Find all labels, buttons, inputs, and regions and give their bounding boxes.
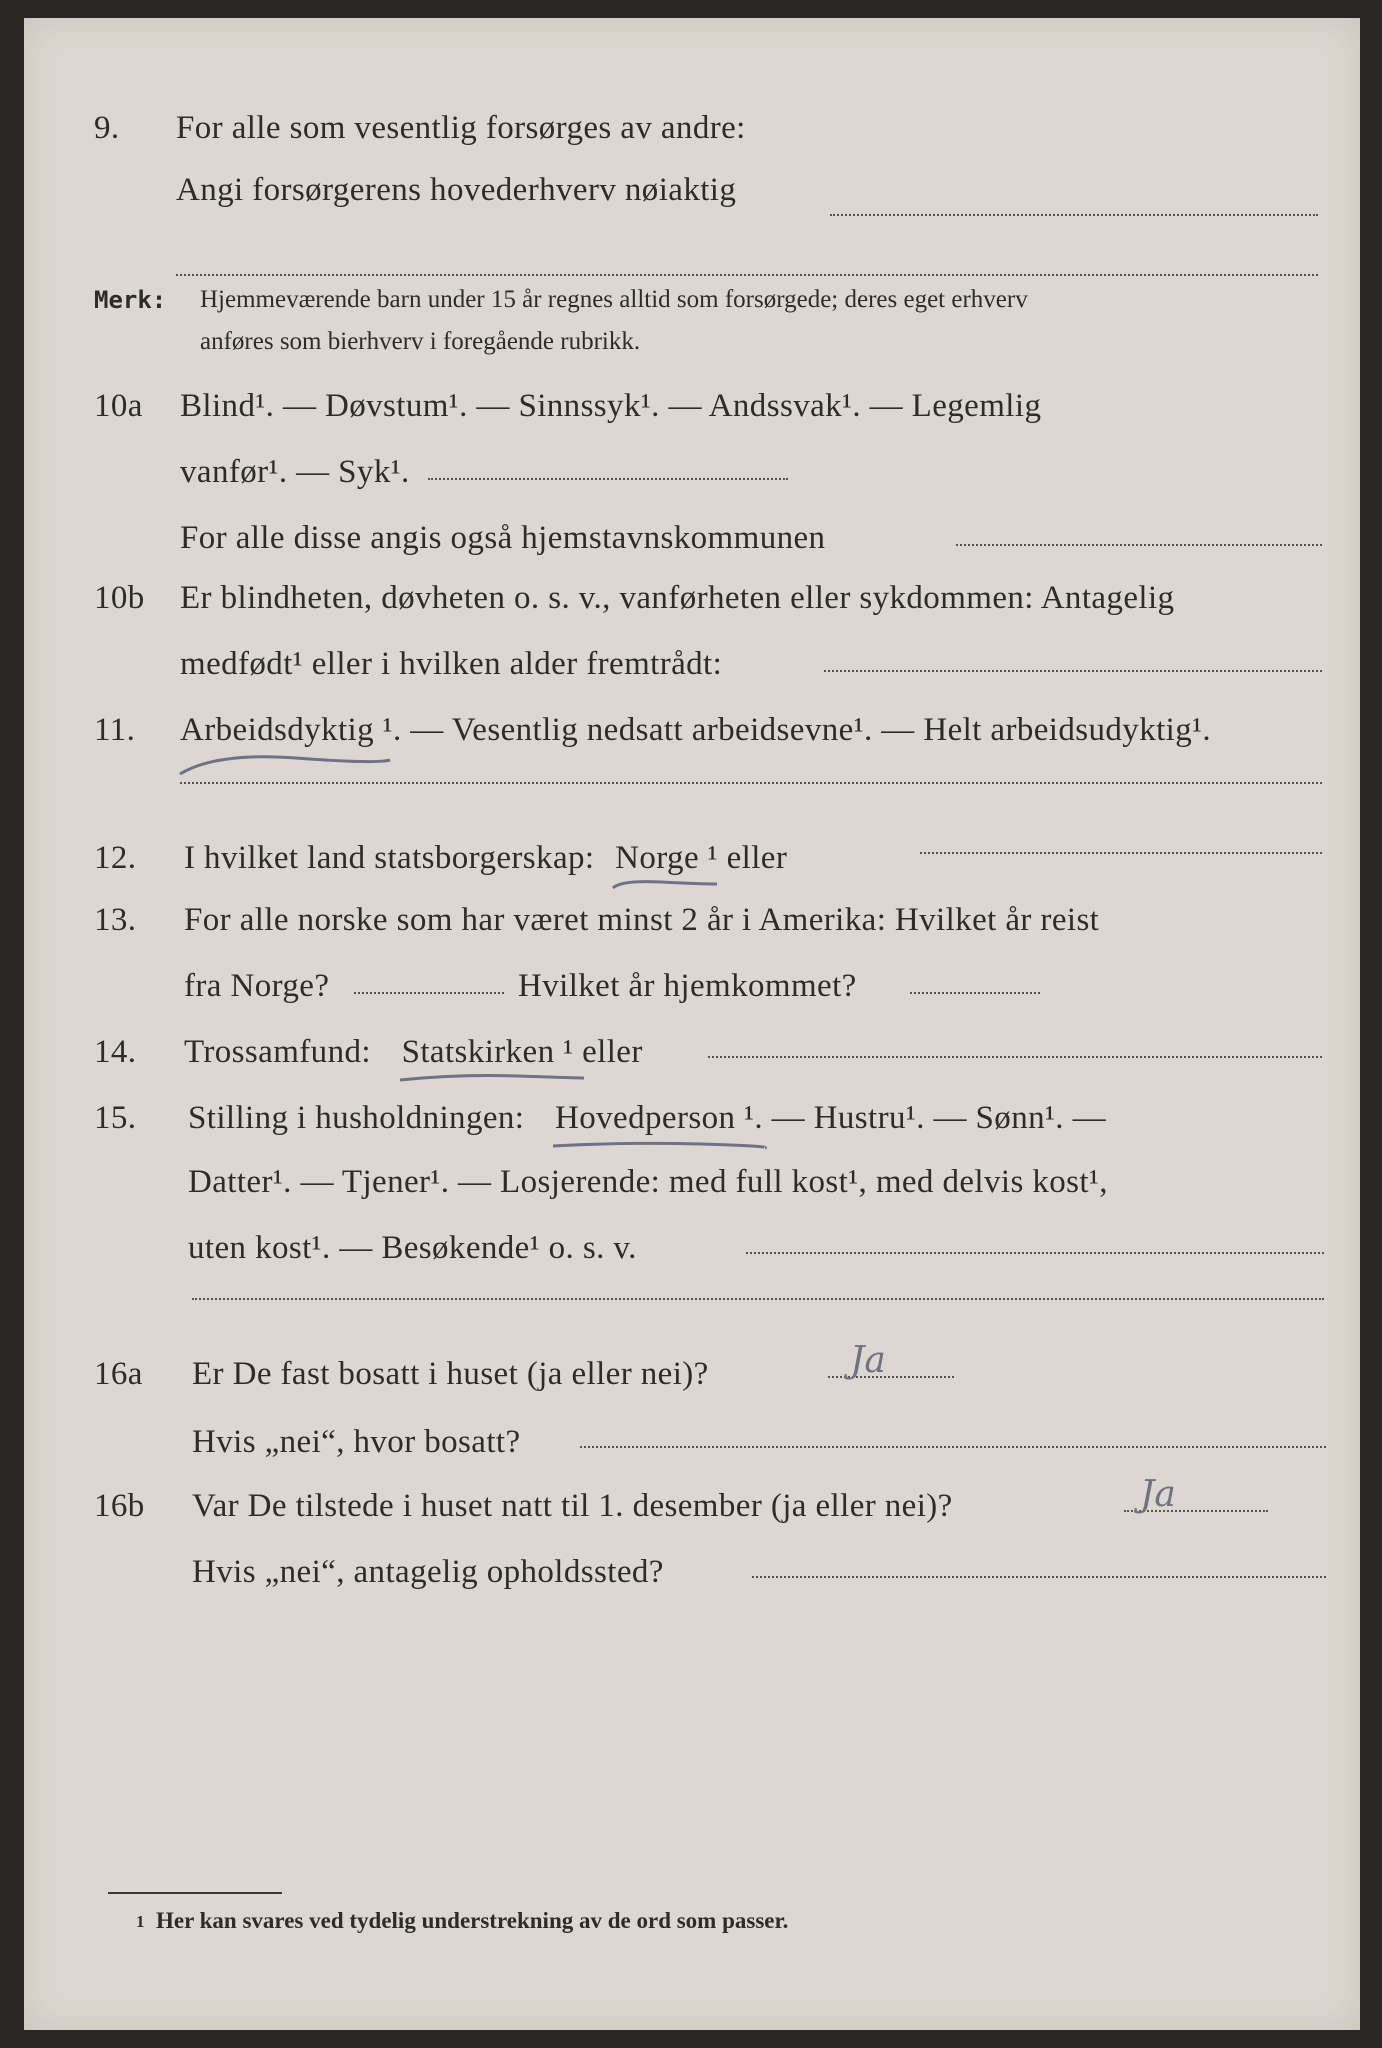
answer-line [580,1446,1326,1448]
answer-line [910,992,1040,994]
answer-line [824,670,1322,672]
pencil-underline-icon [551,1126,771,1166]
answer-line [752,1576,1326,1578]
question-text: Hvis „nei“, hvor bosatt? [192,1424,521,1460]
question-text: fra Norge? [184,968,330,1004]
footnote [136,1908,789,1934]
pencil-underline-icon [176,738,396,778]
question-text-pre: Stilling i husholdningen: [188,1100,525,1136]
answer-line [956,544,1322,546]
question-number: 10a [94,388,143,424]
note-merk [94,280,166,321]
question-number: 15. [94,1100,137,1136]
answer-line [428,478,788,480]
question-text: Hvilket år hjemkommet? [518,968,857,1004]
question-text: Blind¹. — Døvstum¹. — Sinnssyk¹. — Andssvak¹. — Legemlig [180,388,1042,424]
question-text: Angi forsørgerens hovederhverv nøiaktig [176,172,737,208]
answer-line [354,992,504,994]
question-text-pre: Trossamfund: [184,1034,371,1070]
underlined-answer [555,1100,744,1136]
question-text-post: ¹ eller [563,1034,643,1070]
answer-line [192,1298,1324,1300]
question-text: Hvis „nei“, antagelig opholdssted? [192,1554,664,1590]
footnote-number: 1 [136,1912,145,1931]
handwritten-answer: Ja [1140,1474,1176,1515]
underlined-answer [180,712,383,748]
answer-line [828,1376,954,1378]
census-form-page [24,18,1360,2030]
question-text [184,1034,643,1071]
answer-word: Arbeidsdyktig [180,712,375,748]
answer-line [830,214,1318,216]
question-text: vanfør¹. — Syk¹. [180,454,410,490]
pencil-underline-icon [398,1060,588,1100]
underlined-answer [615,840,708,876]
answer-word: Statskirken [401,1034,555,1070]
underlined-answer [402,1034,564,1070]
question-text: uten kost¹. — Besøkende¹ o. s. v. [188,1230,637,1266]
answer-line [708,1056,1322,1058]
question-number: 9. [94,110,120,146]
question-text: For alle disse angis også hjemstavnskommunen [180,520,826,556]
question-number: 14. [94,1034,137,1070]
handwritten-answer: Ja [850,1340,886,1381]
question-text [180,712,1211,749]
question-text-post: ¹. — Hustru¹. — Sønn¹. — [744,1100,1106,1136]
question-text-rest: ¹. — Vesentlig nedsatt arbeidsevne¹. — Helt arbeidsudyktig¹. [382,712,1212,748]
note-line1: Hjemmeværende barn under 15 år regnes alltid som forsørgede; deres eget erhverv [200,286,1028,313]
question-text-post: ¹ eller [707,840,788,876]
answer-line [180,782,1322,784]
question-number: 12. [94,840,137,876]
footnote-text: Her kan svares ved tydelig understrekning av de ord som passer. [156,1908,789,1933]
answer-word: Norge [615,840,699,876]
question-number: 16a [94,1356,143,1392]
question-text: Er De fast bosatt i huset (ja eller nei)? [192,1356,709,1392]
answer-line [746,1252,1324,1254]
question-text-pre: I hvilket land statsborgerskap: [184,840,595,876]
question-text: Var De tilstede i huset natt til 1. desember (ja eller nei)? [192,1488,953,1524]
pencil-underline-icon [611,866,721,906]
question-text: For alle som vesentlig forsørges av andre: [176,110,746,146]
note-line2: anføres som bierhverv i foregående rubrikk. [200,328,641,355]
question-text: Er blindheten, døvheten o. s. v., vanførheten eller sykdommen: Antagelig [180,580,1175,616]
question-number: 16b [94,1488,145,1524]
question-text [184,840,787,877]
footnote-rule [108,1892,282,1894]
answer-word: Hovedperson [555,1100,736,1136]
question-number: 11. [94,712,136,748]
question-number: 13. [94,902,137,938]
question-text: For alle norske som har været minst 2 år i Amerika: Hvilket år reist [184,902,1100,938]
question-text [188,1100,1106,1137]
question-number: 10b [94,580,145,616]
question-text: medfødt¹ eller i hvilken alder fremtrådt: [180,646,723,682]
answer-line [920,852,1322,854]
answer-line [176,274,1318,276]
question-text: Datter¹. — Tjener¹. — Losjerende: med full kost¹, med delvis kost¹, [188,1164,1108,1200]
note-label: Merk: [94,286,167,314]
